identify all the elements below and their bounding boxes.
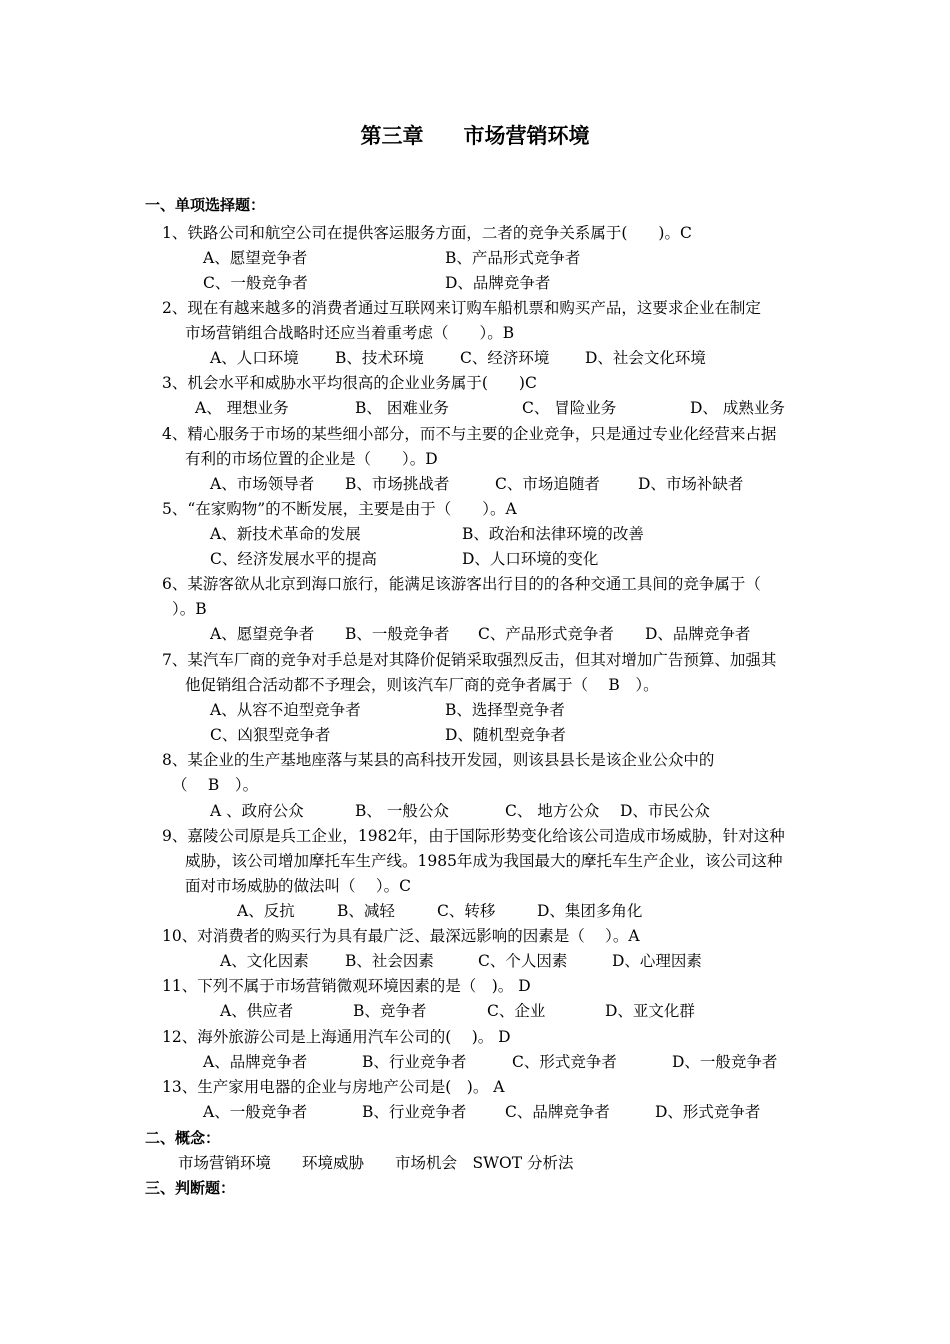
q13-option-d: D、形式竞争者 (655, 1103, 761, 1121)
q1-option-a: A、愿望竞争者 (203, 249, 308, 267)
question-9-cont-2: 面对市场威胁的做法叫（ ）。C (185, 877, 412, 895)
q5-option-a: A、新技术革命的发展 (210, 525, 361, 543)
question-7: 7、某汽车厂商的竞争对手总是对其降价促销采取强烈反击，但其对增加广告预算、加强其 (162, 651, 777, 669)
question-2: 2、现在有越来越多的消费者通过互联网来订购车船机票和购买产品，这要求企业在制定 (162, 299, 761, 317)
question-4-cont: 有利的市场位置的企业是（ ）。D (185, 450, 438, 468)
q4-option-b: B、市场挑战者 (345, 475, 450, 493)
q5-option-b: B、政治和法律环境的改善 (462, 525, 644, 543)
q4-option-c: C、市场追随者 (495, 475, 600, 493)
q3-option-c: C、 冒险业务 (522, 399, 617, 417)
q6-option-b: B、一般竞争者 (345, 625, 450, 643)
question-4: 4、精心服务于市场的某些细小部分，而不与主要的企业竞争，只是通过专业化经营来占据 (162, 425, 777, 443)
q13-option-a: A、一般竞争者 (203, 1103, 308, 1121)
q10-option-c: C、个人因素 (478, 952, 568, 970)
q11-option-c: C、企业 (487, 1002, 546, 1020)
question-5: 5、“在家购物”的不断发展，主要是由于（ ）。A (162, 500, 517, 518)
question-6-cont: ）。B (172, 600, 207, 618)
question-7-cont: 他促销组合活动都不予理会，则该汽车厂商的竞争者属于（ B ）。 (185, 676, 659, 694)
q2-option-d: D、社会文化环境 (585, 349, 706, 367)
chapter-name: 市场营销环境 (463, 124, 590, 148)
q12-option-c: C、形式竞争者 (512, 1053, 617, 1071)
question-8: 8、某企业的生产基地座落与某县的高科技开发园，则该县县长是该企业公众中的 (162, 751, 715, 769)
q7-option-c: C、凶狠型竞争者 (210, 726, 331, 744)
q3-option-d: D、 成熟业务 (690, 399, 785, 417)
section-heading-choice: 一、单项选择题： (145, 196, 266, 214)
q6-option-c: C、产品形式竞争者 (478, 625, 614, 643)
question-11: 11、下列不属于市场营销微观环境因素的是（ )。 D (162, 977, 531, 995)
q3-option-b: B、 困难业务 (355, 399, 449, 417)
q12-option-b: B、行业竞争者 (362, 1053, 467, 1071)
question-9-cont-1: 威胁，该公司增加摩托车生产线。1985年成为我国最大的摩托车生产企业，该公司这种 (185, 852, 783, 870)
q9-option-a: A、反抗 (237, 902, 295, 920)
q4-option-a: A、市场领导者 (210, 475, 315, 493)
q8-option-c: C、 地方公众 (505, 802, 600, 820)
q9-option-c: C、转移 (437, 902, 496, 920)
q8-option-d: D、市民公众 (620, 802, 710, 820)
question-2-cont: 市场营销组合战略时还应当着重考虑（ ）。B (185, 324, 515, 342)
q1-option-c: C、一般竞争者 (203, 274, 308, 292)
q2-option-b: B、技术环境 (335, 349, 424, 367)
concepts-list: 市场营销环境 环境威胁 市场机会 SWOT 分析法 (178, 1154, 574, 1172)
q11-option-a: A、供应者 (220, 1002, 294, 1020)
question-9: 9、嘉陵公司原是兵工企业，1982年，由于国际形势变化给该公司造成市场威胁，针对这种 (162, 827, 785, 845)
question-12: 12、海外旅游公司是上海通用汽车公司的( )。 D (162, 1028, 511, 1046)
q9-option-d: D、集团多角化 (537, 902, 643, 920)
q4-option-d: D、市场补缺者 (638, 475, 744, 493)
q12-option-a: A、品牌竞争者 (203, 1053, 308, 1071)
question-3: 3、机会水平和威胁水平均很高的企业业务属于( )C (162, 374, 537, 392)
q11-option-d: D、亚文化群 (605, 1002, 695, 1020)
q6-option-d: D、品牌竞争者 (645, 625, 751, 643)
question-8-cont: （ B ）。 (172, 776, 259, 794)
section-heading-concepts: 二、概念： (145, 1129, 221, 1147)
q3-option-a: A、 理想业务 (195, 399, 289, 417)
q1-option-d: D、品牌竞争者 (445, 274, 551, 292)
q7-option-b: B、选择型竞争者 (445, 701, 565, 719)
q8-option-b: B、 一般公众 (355, 802, 449, 820)
q11-option-b: B、竞争者 (353, 1002, 427, 1020)
q7-option-a: A、从容不迫型竞争者 (210, 701, 361, 719)
q12-option-d: D、一般竞争者 (672, 1053, 778, 1071)
q1-option-b: B、产品形式竞争者 (445, 249, 581, 267)
q13-option-c: C、品牌竞争者 (505, 1103, 610, 1121)
question-13: 13、生产家用电器的企业与房地产公司是( )。 A (162, 1078, 505, 1096)
q9-option-b: B、减轻 (337, 902, 395, 920)
q10-option-b: B、社会因素 (345, 952, 434, 970)
chapter-number: 第三章 (360, 124, 424, 148)
q5-option-d: D、人口环境的变化 (462, 550, 599, 568)
question-6: 6、某游客欲从北京到海口旅行，能满足该游客出行目的的各种交通工具间的竞争属于（ (162, 575, 761, 593)
section-heading-true-false: 三、判断题： (145, 1179, 236, 1197)
q2-option-c: C、经济环境 (460, 349, 550, 367)
q7-option-d: D、随机型竞争者 (445, 726, 566, 744)
q10-option-d: D、心理因素 (612, 952, 702, 970)
question-10: 10、对消费者的购买行为具有最广泛、最深远影响的因素是（ ）。A (162, 927, 640, 945)
question-1: 1、铁路公司和航空公司在提供客运服务方面，二者的竞争关系属于( )。C (162, 224, 692, 242)
q13-option-b: B、行业竞争者 (362, 1103, 467, 1121)
q10-option-a: A、文化因素 (220, 952, 309, 970)
q8-option-a: A 、政府公众 (210, 802, 304, 820)
q6-option-a: A、愿望竞争者 (210, 625, 315, 643)
q5-option-c: C、经济发展水平的提高 (210, 550, 377, 568)
page-title (0, 120, 950, 150)
q2-option-a: A、人口环境 (210, 349, 299, 367)
